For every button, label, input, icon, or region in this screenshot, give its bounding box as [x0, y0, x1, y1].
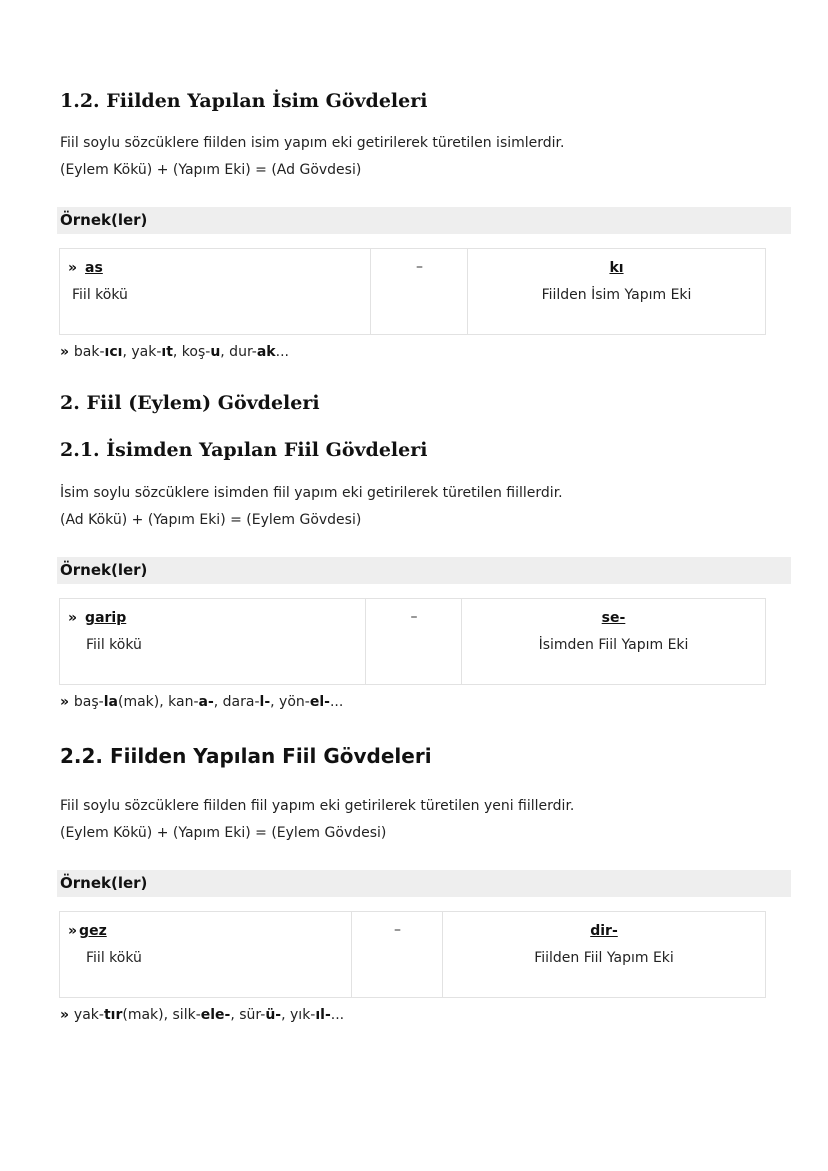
example-text: , dara- [213, 694, 260, 710]
suffix-word [443, 923, 765, 939]
root-description: Fiil kökü [86, 637, 142, 653]
example-words-line [60, 694, 343, 710]
suffix-highlight: » [60, 1007, 74, 1023]
example-text: baş- [73, 694, 104, 710]
separator-cell [365, 599, 462, 684]
suffix-highlight: ıcı [104, 344, 123, 360]
root-cell [60, 599, 365, 684]
suffix-highlight: tır [103, 1007, 123, 1023]
formula-line: (Ad Kökü) + (Yapım Eki) = (Eylem Gövdesi) [60, 512, 362, 528]
description-line: İsim soylu sözcüklere isimden fiil yapım eki getirilerek türetilen fiillerdir. [60, 485, 563, 501]
example-text: , yak- [122, 344, 162, 360]
example-text: , koş- [172, 344, 211, 360]
example-text: , dur- [220, 344, 257, 360]
example-text: ... [329, 694, 344, 710]
suffix-highlight: ele- [200, 1007, 231, 1023]
raquo-marker: » [68, 260, 78, 276]
example-words-line [60, 1007, 344, 1023]
separator-dash: – [410, 609, 418, 625]
example-header-title: Örnek(ler) [60, 211, 148, 229]
example-header-title: Örnek(ler) [60, 874, 148, 892]
example-text: bak- [73, 344, 105, 360]
root-word-text: as [85, 260, 103, 276]
example-header-band [57, 557, 791, 584]
root-description: Fiil kökü [72, 287, 128, 303]
root-word [68, 610, 126, 626]
suffix-cell [467, 249, 765, 334]
separator-cell [351, 912, 443, 997]
section-heading-2-2: 2.2. Fiilden Yapılan Fiil Gövdeleri [60, 744, 432, 768]
raquo-marker: » [68, 610, 78, 626]
suffix-highlight: la [103, 694, 118, 710]
suffix-highlight: ü- [265, 1007, 282, 1023]
suffix-highlight: ıt [161, 344, 173, 360]
section-heading-2: 2. Fiil (Eylem) Gövdeleri [60, 392, 320, 414]
example-text: (mak), silk- [122, 1007, 201, 1023]
example-table [59, 911, 766, 998]
section-heading-1-2: 1.2. Fiilden Yapılan İsim Gövdeleri [60, 90, 428, 112]
separator-cell [370, 249, 468, 334]
suffix-word [468, 260, 765, 276]
separator-dash: – [394, 922, 401, 938]
raquo-marker: » [68, 923, 78, 939]
section-description-2-2 [60, 793, 574, 847]
example-header-title: Örnek(ler) [60, 561, 148, 579]
example-text: , yık- [281, 1007, 316, 1023]
example-table [59, 248, 766, 335]
suffix-word-text: kı [609, 260, 624, 276]
example-text: , yön- [270, 694, 310, 710]
suffix-highlight: el- [309, 694, 330, 710]
section-heading-2-1: 2.1. İsimden Yapılan Fiil Gövdeleri [60, 439, 428, 461]
example-words-line [60, 344, 289, 360]
section-description-1-2 [60, 130, 564, 184]
example-text: , sür- [230, 1007, 266, 1023]
suffix-cell [442, 912, 765, 997]
suffix-description: Fiilden İsim Yapım Eki [541, 287, 692, 303]
suffix-highlight: ıl- [315, 1007, 331, 1023]
root-word [68, 260, 103, 276]
root-word-text: garip [85, 610, 127, 626]
example-header-band [57, 870, 791, 897]
suffix-highlight: » [60, 344, 74, 360]
formula-line: (Eylem Kökü) + (Yapım Eki) = (Ad Gövdesi) [60, 162, 362, 178]
root-cell [60, 249, 370, 334]
example-text: ... [275, 344, 289, 360]
suffix-word-text: dir- [590, 923, 618, 939]
suffix-word [462, 610, 765, 626]
suffix-highlight: a- [198, 694, 214, 710]
root-word-text: gez [79, 923, 107, 939]
suffix-highlight: » [60, 694, 74, 710]
suffix-word-text: se- [601, 610, 626, 626]
formula-line: (Eylem Kökü) + (Yapım Eki) = (Eylem Gövdesi) [60, 825, 387, 841]
example-header-band [57, 207, 791, 234]
root-cell [60, 912, 351, 997]
example-text: ... [330, 1007, 345, 1023]
description-line: Fiil soylu sözcüklere fiilden isim yapım eki getirilerek türetilen isimlerdir. [60, 135, 565, 151]
description-line: Fiil soylu sözcüklere fiilden fiil yapım eki getirilerek türetilen yeni fiillerdir. [60, 798, 575, 814]
example-text: yak- [73, 1007, 104, 1023]
section-description-2-1 [60, 480, 563, 534]
suffix-highlight: ak [256, 344, 276, 360]
root-word [68, 923, 107, 939]
suffix-description: Fiilden Fiil Yapım Eki [534, 950, 674, 966]
suffix-cell [461, 599, 765, 684]
example-text: (mak), kan- [117, 694, 199, 710]
suffix-description: İsimden Fiil Yapım Eki [538, 637, 689, 653]
root-description: Fiil kökü [86, 950, 142, 966]
suffix-highlight: l- [259, 694, 271, 710]
example-table [59, 598, 766, 685]
suffix-highlight: u [210, 344, 221, 360]
separator-dash: – [416, 259, 423, 275]
